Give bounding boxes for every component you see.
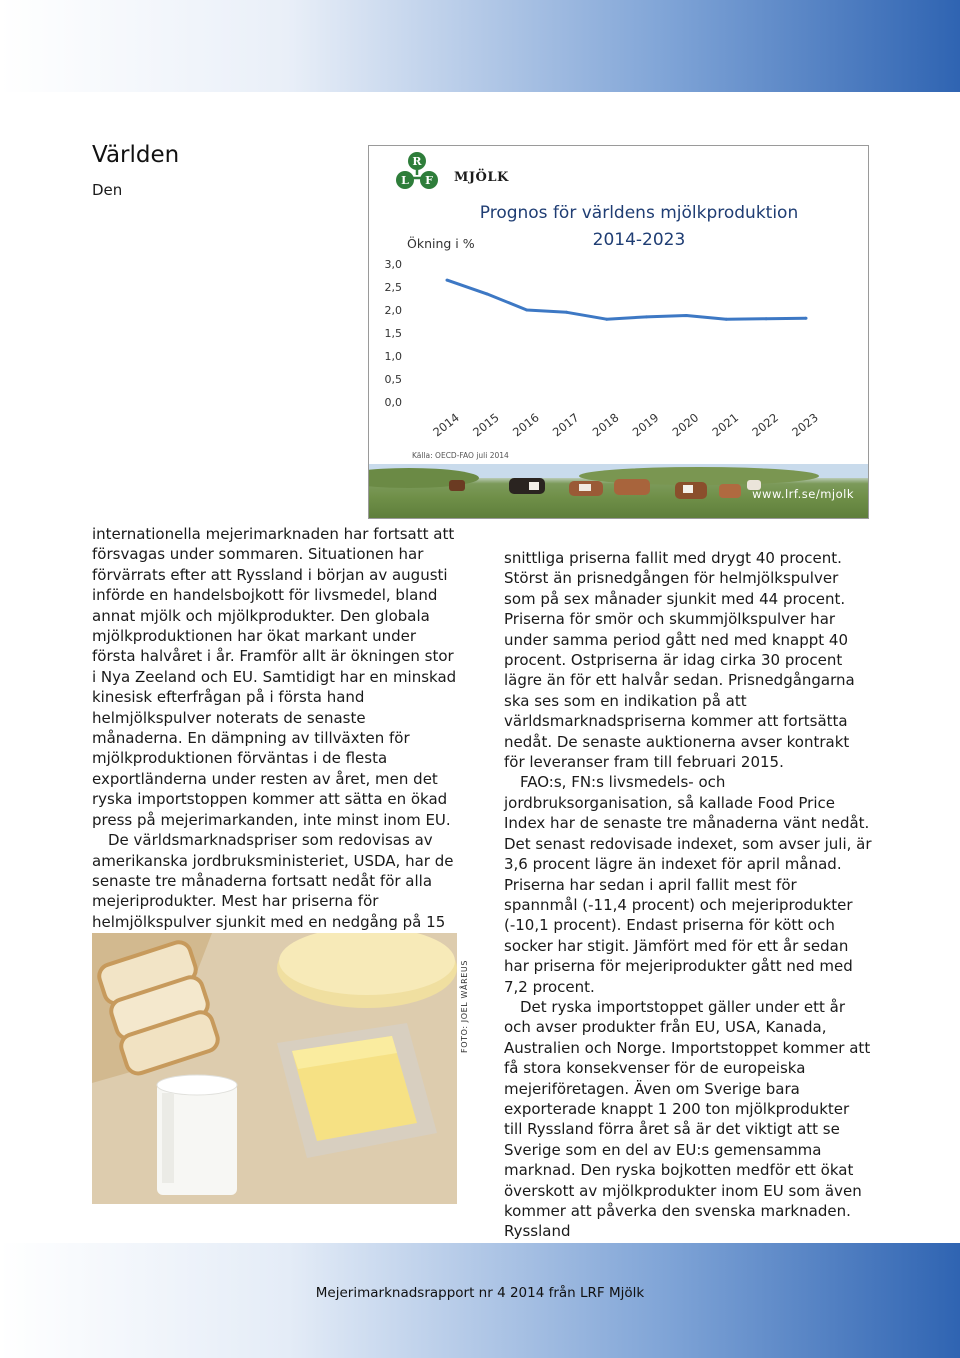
x-tick-label: 2015: [470, 410, 502, 440]
data-point: [525, 309, 528, 312]
chart-panel: [368, 145, 869, 519]
y-tick-label: 3,0: [384, 258, 402, 271]
x-tick-label: 2019: [629, 410, 662, 440]
data-point: [605, 318, 608, 321]
data-point: [685, 314, 688, 317]
paragraph-4: snittliga priserna fallit med drygt 40 procent. Störst än prisnedgången för helmjölkspulver som på sex månader sjunkit med 44 procent. Priserna för smör och skummjölkspulver har under samma period gått ned med knappt 40 procent. Ostpriserna är idag cirka 30 procent lägre än för ett halvår sedan. Prisnedgångarna ska ses som en indikation på att världsmarknadspriserna kommer att fortsätta nedåt. De senaste auktionerna avser kontrakt för leveranser fram till februari 2015.: [504, 549, 855, 772]
logo-letter-r: R: [412, 155, 422, 168]
y-tick-label: 1,5: [384, 327, 402, 340]
brand-name: MJÖLK: [454, 170, 509, 185]
section-title: Världen: [92, 142, 180, 168]
series-line: [447, 280, 806, 319]
website-link[interactable]: www.lrf.se/mjolk: [752, 487, 854, 501]
chart-title: Prognos för världens mjölkproduktion: [479, 203, 799, 223]
data-point: [446, 279, 449, 282]
line-chart: [369, 146, 869, 464]
header-band: [0, 0, 960, 92]
x-tick-label: 2018: [589, 410, 622, 440]
data-point: [485, 292, 488, 295]
y-tick-label: 2,5: [384, 281, 402, 294]
y-tick-label: 1,0: [384, 350, 402, 363]
data-point: [565, 311, 568, 314]
right-column: [504, 548, 872, 1242]
x-tick-label: 2017: [549, 410, 582, 440]
data-point: [805, 317, 808, 320]
x-tick-label: 2023: [789, 410, 821, 440]
x-tick-label: 2020: [669, 410, 702, 440]
footer-text: Mejerimarknadsrapport nr 4 2014 från LRF Mjölk: [315, 1285, 645, 1301]
paragraph-6: Det ryska importstoppet gäller under ett år och avser produkter från EU, USA, Kanada, Australien och Norge. Importstoppet kommer att få stora konsekvenser för de europeiska mejeriföretagen. Även om Sverige bara exporterade knappt 1 200 ton mjölkprodukter till Ryssland förra året så är det viktigt att se Sverige som en del av EU:s gemensamma marknad. Den ryska bojkotten medför ett ökat överskott av mjölkprodukter inom EU som även kommer att påverka den svenska marknaden. Ryssland: [504, 997, 871, 1241]
x-tick-label: 2022: [749, 410, 782, 440]
chart-subtitle: 2014-2023: [592, 230, 686, 250]
data-point: [765, 317, 768, 320]
dairy-products-photo: [92, 933, 457, 1204]
paragraph-2: De världsmarknadspriser som redovisas av amerikanska jordbruksministeriet, USDA, har de senaste tre månaderna fortsatt nedåt för alla mejeriprodukter. Mest har priserna för helmjölkspulver sjunkit med en nedgång på 15: [92, 831, 454, 931]
paragraph-1: Den internationella mejerimarknaden har fortsatt att försvagas under sommaren. Situationen har förvärrats efter att Ryssland i början av augusti införde en handelsbojkott för livsmedel, bland annat mjölk och mjölkprodukter. Den globala mjölkproduktionen har ökat markant under första halvåret i år. Framför allt är ökningen stor i Nya Zeeland och EU. Samtidigt har en minskad kinesisk efterfrågan på i första hand helmjölkspulver noterats de senaste månaderna. En dämpning av tillväxten för mjölkproduktionen förväntas i de flesta exportländerna under resten av året, men det ryska importstoppen kommer att sätta en ökad press på mejerimarkanden, inte minst inom EU.: [92, 181, 457, 829]
logo-letter-l: L: [401, 174, 409, 187]
x-tick-label: 2014: [430, 410, 462, 440]
paragraph-5: FAO:s, FN:s livsmedels- och jordbruksorganisation, så kallade Food Price Index har de senaste tre månaderna vänt nedåt. Det senast redovisade indexet, som avser juli, är 3,6 procent lägre än indexet för april månad. Priserna har sedan i april fallit mest för spannmål (-11,4 procent) och mejeriprodukter (-10,1 procent). Endast priserna för kött och socker har stigit. Jämfört med för ett år sedan har priserna för mejeriprodukter gått ned med 7,2 procent.: [504, 773, 872, 996]
logo-letter-f: F: [425, 174, 433, 187]
dairy-illustration: [92, 933, 457, 1204]
x-tick-label: 2021: [709, 410, 742, 440]
data-point: [645, 315, 648, 318]
chart-source: Källa: OECD-FAO juli 2014: [412, 451, 509, 460]
milk-glass: [157, 1075, 237, 1195]
y-tick-label: 0,5: [384, 373, 402, 386]
y-tick-label: 2,0: [384, 304, 402, 317]
y-tick-label: 0,0: [384, 396, 402, 409]
x-tick-label: 2016: [510, 410, 542, 440]
photo-credit-text: FOTO: JOEL WÅREUS: [460, 959, 469, 1053]
data-point: [725, 318, 728, 321]
photo-credit: [460, 933, 474, 1053]
y-axis-label: Ökning i %: [407, 236, 475, 251]
